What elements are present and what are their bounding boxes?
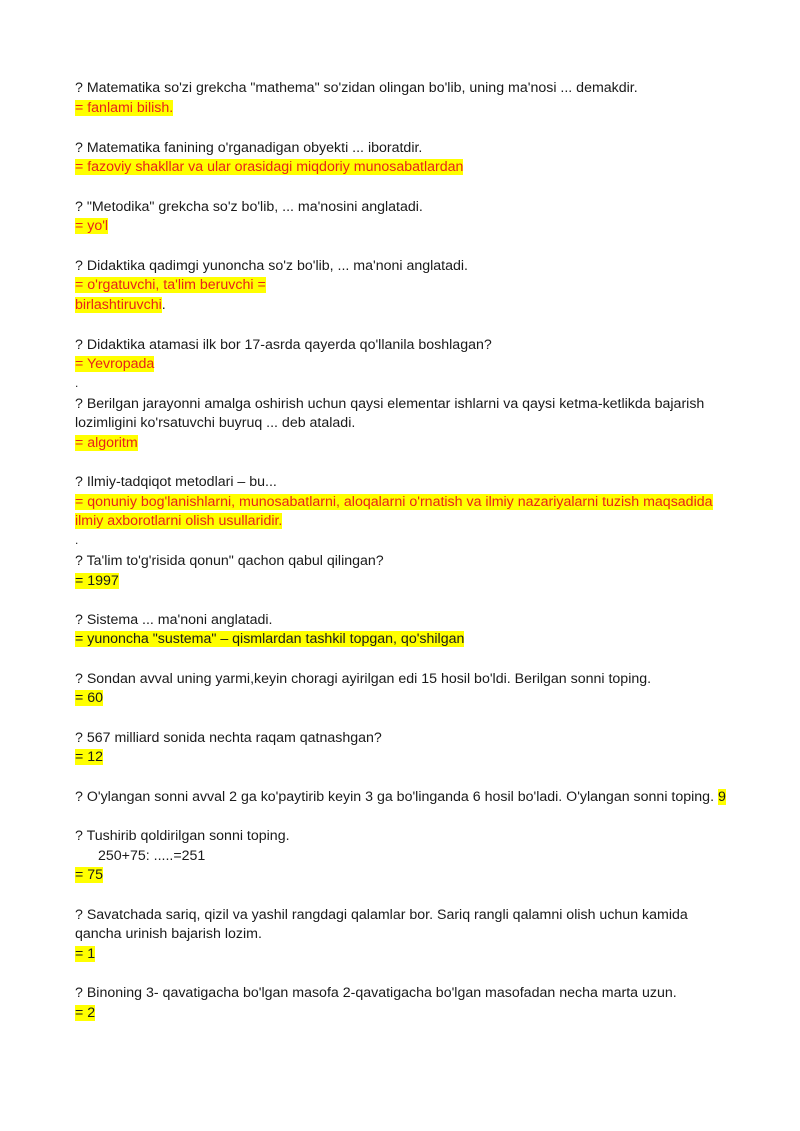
answer-text: = 75 bbox=[75, 867, 104, 883]
answer-line bbox=[75, 158, 463, 177]
question-text: ? Didaktika atamasi ilk bor 17-asrda qayerda qo'llanila boshlagan? bbox=[75, 337, 492, 353]
separator-dot: . bbox=[75, 376, 79, 390]
question-text: ? Sondan avval uning yarmi,keyin choragi ayirilgan edi 15 hosil bo'ldi. Berilgan sonni toping. bbox=[75, 671, 652, 687]
answer-line bbox=[75, 276, 266, 295]
answer-text: = yunoncha "sustema" – qismlardan tashkil topgan, qo'shilgan bbox=[75, 631, 465, 647]
answer-line bbox=[75, 355, 154, 374]
answer-text: birlashtiruvchi bbox=[75, 297, 162, 313]
expression-text: 250+75: .....=251 bbox=[98, 848, 206, 864]
answer-line bbox=[75, 493, 713, 512]
question-text: qancha urinish bajarish lozim. bbox=[75, 926, 262, 942]
question-text: ? Sistema ... ma'noni anglatadi. bbox=[75, 612, 273, 628]
answer-text: = fazoviy shakllar va ular orasidagi miqdoriy munosabatlardan bbox=[75, 159, 464, 175]
answer-text: = 12 bbox=[75, 749, 104, 765]
question-text: ? Tushirib qoldirilgan sonni toping. bbox=[75, 828, 290, 844]
question-text: ? Binoning 3- qavatigacha bo'lgan masofa 2-qavatigacha bo'lgan masofadan necha marta uzun. bbox=[75, 985, 677, 1001]
answer-line bbox=[75, 866, 103, 885]
answer-line bbox=[75, 512, 282, 531]
question-text: ? Ta'lim to'g'risida qonun" qachon qabul qilingan? bbox=[75, 553, 384, 569]
answer-text: = 2 bbox=[75, 1005, 96, 1021]
answer-text: = Yevropada bbox=[75, 356, 155, 372]
answer-text: = 1 bbox=[75, 946, 96, 962]
answer-line bbox=[75, 945, 95, 964]
answer-line bbox=[75, 689, 103, 708]
question-text: ? Berilgan jarayonni amalga oshirish uchun qaysi elementar ishlarni va qaysi ketma-ketlikda bajarish bbox=[75, 396, 705, 412]
answer-tail: . bbox=[161, 297, 166, 313]
question-line bbox=[75, 788, 726, 807]
answer-text: = o'rgatuvchi, ta'lim beruvchi = bbox=[75, 277, 266, 293]
question-text: ? Savatchada sariq, qizil va yashil rangdagi qalamlar bor. Sariq rangli qalamni olish uchun kamida bbox=[75, 907, 688, 923]
answer-text: = 60 bbox=[75, 690, 104, 706]
separator-dot: . bbox=[75, 533, 79, 547]
question-text: ? "Metodika" grekcha so'z bo'lib, ... ma'nosini anglatadi. bbox=[75, 199, 423, 215]
answer-text: = algoritm bbox=[75, 435, 138, 451]
answer-text: = yo'l bbox=[75, 218, 109, 234]
answer-text: = fanlami bilish. bbox=[75, 100, 174, 116]
answer-text: 9 bbox=[717, 789, 726, 805]
answer-line bbox=[75, 434, 138, 453]
question-text: ? Ilmiy-tadqiqot metodlari – bu... bbox=[75, 474, 277, 490]
question-text: ? O'ylangan sonni avval 2 ga ko'paytirib keyin 3 ga bo'linganda 6 hosil bo'ladi. O'ylangan sonni toping. bbox=[75, 789, 715, 805]
answer-line bbox=[75, 99, 173, 118]
answer-line bbox=[75, 748, 103, 767]
answer-line bbox=[75, 217, 108, 236]
question-text: ? Didaktika qadimgi yunoncha so'z bo'lib, ... ma'noni anglatadi. bbox=[75, 258, 468, 274]
answer-text: = 1997 bbox=[75, 573, 119, 589]
answer-line bbox=[75, 296, 166, 315]
question-text: ? 567 milliard sonida nechta raqam qatnashgan? bbox=[75, 730, 382, 746]
answer-text: = qonuniy bog'lanishlarni, munosabatlarni, aloqalarni o'rnatish va ilmiy nazariyalarni tuzish maqsadida bbox=[75, 494, 713, 510]
answer-text: ilmiy axborotlarni olish usullaridir. bbox=[75, 513, 283, 529]
question-text: lozimligini ko'rsatuvchi buyruq ... deb ataladi. bbox=[75, 415, 356, 431]
question-text: ? Matematika fanining o'rganadigan obyekti ... iboratdir. bbox=[75, 140, 423, 156]
answer-line bbox=[75, 1004, 95, 1023]
answer-line bbox=[75, 630, 464, 649]
question-text: ? Matematika so'zi grekcha "mathema" so'zidan olingan bo'lib, uning ma'nosi ... demakdir. bbox=[75, 80, 638, 96]
answer-line bbox=[75, 572, 119, 591]
